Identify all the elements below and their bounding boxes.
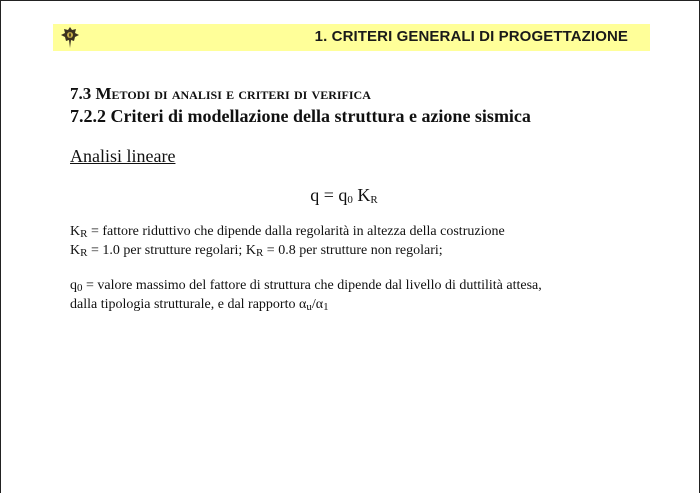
section-heading-7-2-2: 7.2.2 Criteri di modellazione della struttura e azione sismica (70, 106, 531, 126)
formula (0, 185, 700, 206)
kr-regular-text: = 1.0 per strutture regolari; (87, 243, 246, 258)
formula-k-sub: R (370, 194, 378, 206)
section-heading-7-3: 7.3 Metodi di analisi e criteri di verifica (70, 84, 371, 103)
kr-symbol: K (70, 224, 81, 239)
alpha-1-sub: 1 (323, 301, 329, 313)
definition-q0-cont (70, 297, 329, 313)
ratio-slash: / (311, 297, 316, 312)
alpha-u: α (298, 297, 307, 312)
header-title: 1. CRITERI GENERALI DI PROGETTAZIONE (314, 28, 628, 45)
topic-title: Analisi lineare (70, 146, 176, 166)
kr-symbol-b: K (245, 243, 256, 258)
definition-q0 (70, 278, 542, 294)
formula-lhs: q = (310, 185, 334, 205)
kr-irregular-text: = 0.8 per strutture non regolari; (263, 243, 443, 258)
definition-kr (70, 224, 505, 240)
formula-q: q (338, 185, 348, 205)
kr-sub-a: R (80, 247, 88, 259)
alpha-1: α (315, 297, 324, 312)
q0-sub: 0 (77, 282, 83, 294)
crest-icon (58, 26, 82, 50)
definition-kr-values (70, 243, 443, 259)
alpha-u-sub: u (306, 301, 312, 313)
formula-k: K (357, 185, 371, 205)
formula-q-sub: 0 (347, 194, 353, 206)
q0-symbol: q (70, 278, 77, 293)
kr-sub: R (80, 228, 88, 240)
kr-definition-text: = fattore riduttivo che dipende dalla regolarità in altezza della costruzione (87, 224, 505, 239)
kr-symbol-a: K (70, 243, 81, 258)
q0-definition-text: = valore massimo del fattore di struttura che dipende dal livello di duttilità attesa, (82, 278, 542, 293)
q0-definition-text-2: dalla tipologia strutturale, e dal rapporto (70, 297, 299, 312)
kr-sub-b: R (255, 247, 264, 259)
